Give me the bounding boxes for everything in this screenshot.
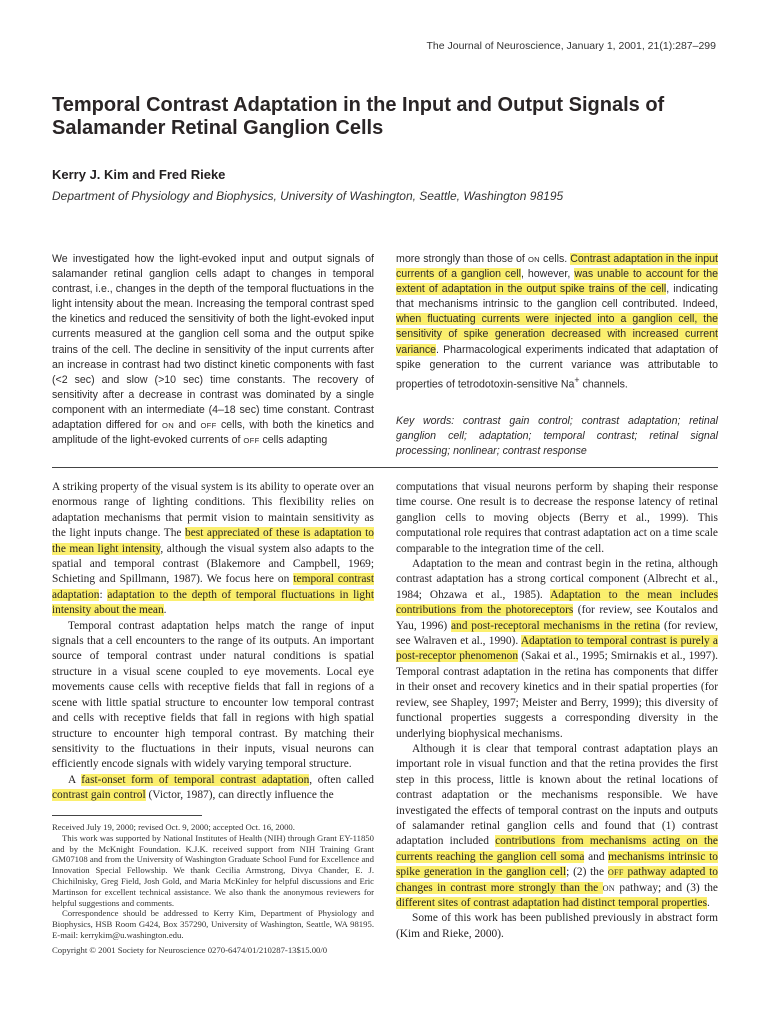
highlight: best appreciated of these is adaptation to the mean light intensity bbox=[52, 527, 374, 555]
highlight: Adaptation to temporal contrast is purely a post-receptor phenomenon bbox=[396, 635, 718, 663]
footnote-received: Received July 19, 2000; revised Oct. 9, 2000; accepted Oct. 16, 2000. bbox=[52, 822, 295, 832]
paper-title bbox=[52, 94, 732, 140]
off-smallcaps: OFF bbox=[200, 421, 217, 431]
keywords: Key words: contrast gain control; contrast adaptation; retinal ganglion cell; adaptation; temporal contrast; retinal signal processing; nonlinear; contrast response bbox=[396, 415, 718, 458]
affiliation: Department of Physiology and Biophysics, University of Washington, Seattle, Washington 98195 bbox=[52, 189, 564, 203]
highlight: adaptation to the depth of temporal fluctuations in light intensity about the mean bbox=[52, 588, 374, 617]
highlight: contributions from mechanisms acting on the currents reaching the ganglion cell soma bbox=[396, 835, 718, 863]
highlight: temporal contrast adaptation bbox=[52, 573, 374, 601]
highlight: when fluctuating currents were injected into a ganglion cell, the sensitivity of spike generation decreased with increased current variance bbox=[396, 313, 718, 356]
paragraph: Although it is clear that temporal contrast adaptation plays an important role in visual function and that the retina provides the first step in this process, little is known about the retinal locations of contrast adaptation or the mechanisms responsible. We have investigated the effects of temporal contrast on the inputs and outputs of salamander retinal ganglion cells and found that (1) contrast adaptation included contributions from mechanisms acting on the currents reaching the ganglion cell soma and mechanisms intrinsic to spike generation in the ganglion cell; (2) the OFF pathway adapted to changes in contrast more strongly than the ON pathway; and (3) the different sites of contrast adaptation had distinct temporal properties. bbox=[396, 742, 718, 909]
footnote-divider bbox=[52, 815, 202, 816]
on-smallcaps: ON bbox=[162, 421, 175, 431]
paragraph: A fast-onset form of temporal contrast adaptation, often called contrast gain control (Victor, 1987), can directly influence the bbox=[52, 773, 375, 802]
journal-header: The Journal of Neuroscience, January 1, 2001, 21(1):287–299 bbox=[426, 40, 716, 52]
off-smallcaps: OFF bbox=[607, 868, 624, 878]
highlight: fast-onset form of temporal contrast adaptation bbox=[81, 773, 310, 786]
off-smallcaps: OFF bbox=[243, 436, 260, 446]
highlight: contrast gain control bbox=[52, 789, 146, 802]
footnote-support: This work was supported by National Institutes of Health (NIH) through Grant EY-11850 and by the McKnight Foundation. K.J.K. received support from NIH Training Grant GM07108 and from the University of Washington Graduate School Fund for Excellence and Innovation Special Fellowship. We thank Cecilia Armstrong, Divya Chander, E. J. Chichilnisky, Greg Field, Josh Gold, and Maria McKinley for helpful discussions and Eric Martinson for excellent technical assistance. We also thank the anonymous reviewers for helpful suggestions and comments. bbox=[52, 832, 374, 908]
title-line-1: Temporal Contrast Adaptation in the Input and Output Signals of bbox=[52, 94, 665, 116]
abstract-right: more strongly than those of ON cells. Contrast adaptation in the input currents of a ganglion cell, however, was unable to account for the extent of adaptation in the output spike trains of the cell, indicating that mechanisms intrinsic to the ganglion cell contributed. Indeed, when fluctuating currents were injected into a ganglion cell, the sensitivity of spike generation decreased with increased current variance. Pharmacological experiments indicated that adaptation of spike generation to the current variance was attributable to properties of tetrodotoxin-sensitive Na+ channels. bbox=[396, 253, 718, 391]
body-column-right bbox=[396, 480, 718, 942]
footnote-copyright: Copyright © 2001 Society for Neuroscience 0270-6474/01/210287-13$15.00/0 bbox=[52, 944, 328, 955]
footnote-correspondence: Correspondence should be addressed to Kerry Kim, Department of Physiology and Biophysics, HSB Room G424, Box 357290, University of Washington, Seattle, WA 98195. E-mail: kerrykim@u.washington.edu. bbox=[52, 908, 374, 940]
highlight: different sites of contrast adaptation had distinct temporal properties bbox=[396, 896, 708, 909]
highlight: was unable to account for the extent of adaptation in the output spike trains of the cell bbox=[396, 268, 718, 296]
paragraph: A striking property of the visual system is its ability to operate over an enormous range of lighting conditions. This flexibility relies on adaptation mechanisms that permit vision to maintain sensitivity as the light inputs change. The best appreciated of these is adaptation to the mean light intensity, although the visual system also adapts to the spatial and temporal contrast (Blakemore and Campbell, 1969; Schieting and Spillmann, 1987). We focus here on temporal contrast adaptation: adaptation to the depth of temporal fluctuations in light intensity about the mean. bbox=[52, 481, 374, 617]
section-divider bbox=[52, 467, 718, 468]
highlight: and post-receptoral mechanisms in the retina bbox=[451, 619, 661, 632]
body-column-left bbox=[52, 480, 374, 804]
on-smallcaps: ON bbox=[527, 255, 540, 264]
highlight: Contrast adaptation in the input currents of a ganglion cell bbox=[396, 253, 718, 281]
highlight: OFF pathway adapted to changes in contrast more strongly than the bbox=[396, 866, 718, 894]
paragraph: Some of this work has been published previously in abstract form (Kim and Rieke, 2000). bbox=[396, 912, 718, 940]
paragraph: Adaptation to the mean and contrast begin in the retina, although contrast adaptation has a strong cortical component (Albrecht et al., 1984; Ohzawa et al., 1985). Adaptation to the mean includes contributions from the photoreceptors (for review, see Koutalos and Yau, 1996) and post-receptoral mechanisms in the retina (for review, see Walraven et al., 1990). Adaptation to temporal contrast is purely a post-receptor phenomenon (Sakai et al., 1995; Smirnakis et al., 1997). Temporal contrast adaptation in the retina has components that differ in their onset and recovery kinetics and in their spatial properties (for review, see Shapley, 1997; Meister and Berry, 1999); this diversity of functional properties suggests a corresponding diversity in the underlying biophysical mechanisms. bbox=[396, 558, 719, 740]
paragraph: Temporal contrast adaptation helps match the range of input signals that a cell encounters to the range of its outputs. An important source of temporal contrast under natural conditions is spatial structure in a visual scene coupled to eye movements. Local eye movements cause cells with receptive fields that fall in regions of a scene with little spatial structure to encounter low temporal contrast and cells with receptive fields that fall in regions with high spatial structure to encounter high temporal contrast. By matching their sensitivity to the fluctuations in their inputs, visual neurons can efficiently encode signals with widely varying temporal structure. bbox=[52, 619, 374, 771]
paragraph: computations that visual neurons perform by shaping their response time course. One result is to decrease the response latency of retinal ganglion cells to moving objects (Berry et al., 1999). This computational role requires that contrast adaptation act on a time scale comparable to the integration time of the cell. bbox=[396, 481, 718, 555]
highlight: mechanisms intrinsic to spike generation in the ganglion cell bbox=[396, 850, 718, 879]
authors: Kerry J. Kim and Fred Rieke bbox=[52, 167, 226, 182]
abstract-left: We investigated how the light-evoked input and output signals of salamander retinal ganglion cells adapt to changes in temporal contrast, i.e., changes in the depth of the temporal fluctuations in the light intensity about the mean. Increasing the temporal contrast sped the kinetics and reduced the sensitivity of both the light-evoked input currents measured at the ganglion cell soma and the output spike trains of the cell. The decline in sensitivity of the input currents after an increase in contrast had two distinct kinetic components with fast (<2 sec) and slow (>10 sec) time constants. The recovery of sensitivity after a decrease in contrast was dominated by a single component with an intermediate (4–18 sec) time constant. Contrast adaptation differed for ON and OFF cells, with both the kinetics and amplitude of the light-evoked currents of OFF cells adapting bbox=[52, 253, 375, 447]
highlight: Adaptation to the mean includes contributions from the photoreceptors bbox=[396, 588, 718, 617]
title-line-2: Salamander Retinal Ganglion Cells bbox=[52, 117, 384, 139]
on-smallcaps: ON bbox=[602, 883, 616, 893]
footnotes bbox=[52, 822, 374, 956]
